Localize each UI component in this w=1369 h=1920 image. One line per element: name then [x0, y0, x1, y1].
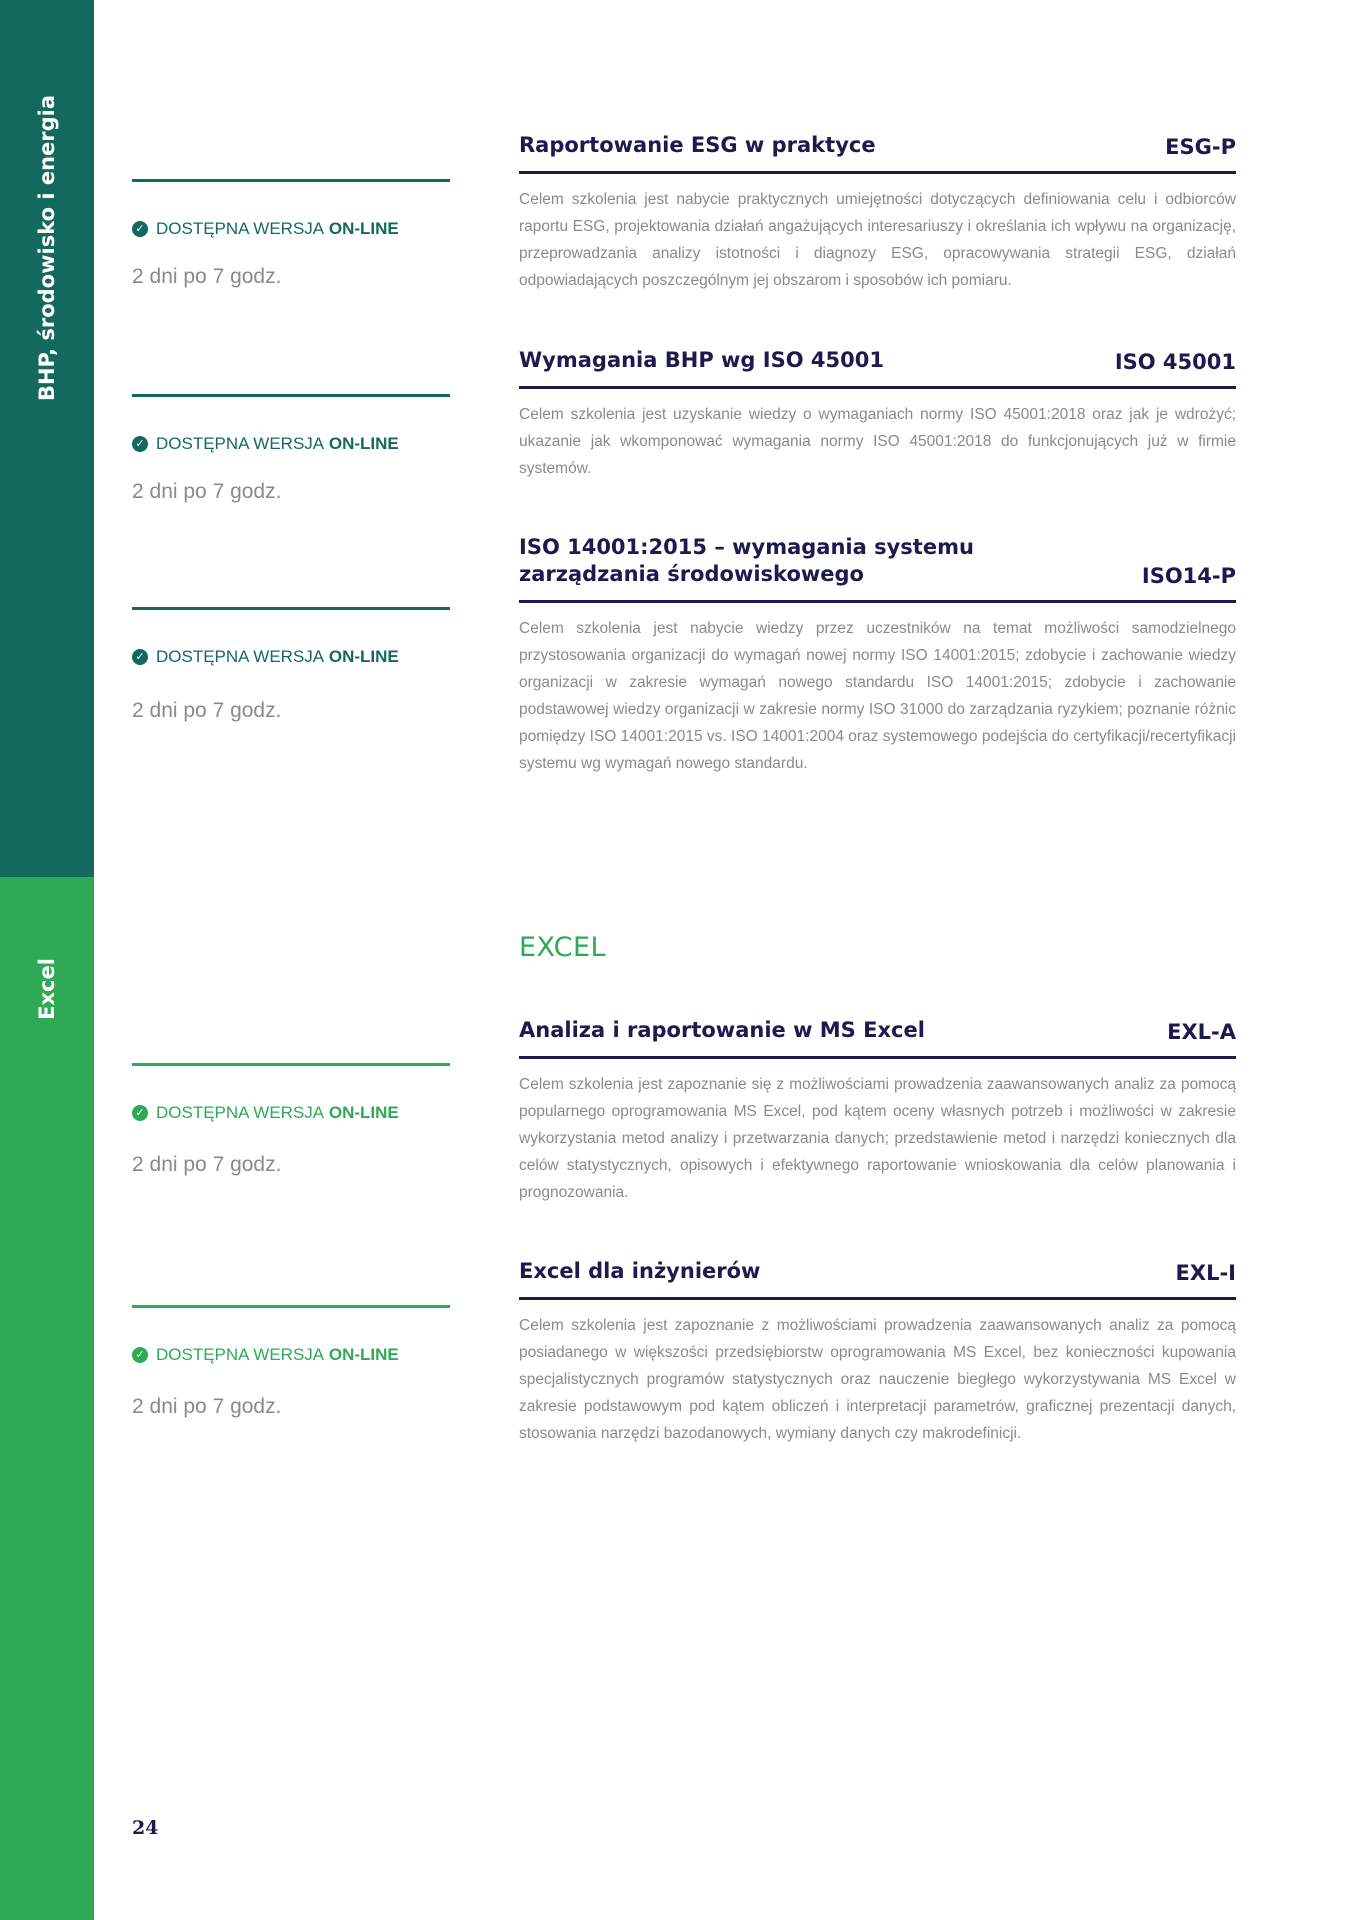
check-circle-icon: ✓	[132, 1347, 148, 1363]
course-divider	[519, 386, 1236, 389]
online-badge	[132, 1345, 399, 1365]
online-badge	[132, 647, 399, 667]
course-meta	[132, 1063, 450, 1176]
sidebar-band-bhp	[0, 0, 94, 877]
course-duration: 2 dni po 7 godz.	[132, 1153, 282, 1176]
course-description: Celem szkolenia jest uzyskanie wiedzy o wymaganiach normy ISO 45001:2018 oraz jak je wdrożyć; ukazanie jak wkomponować wymagania normy ISO 45001:2018 do funkcjonujących już w firmie systemów.	[519, 406, 1236, 477]
section-title-excel: EXCEL	[519, 932, 607, 963]
online-badge	[132, 219, 399, 239]
course-divider	[519, 600, 1236, 603]
course-code: ESG-P	[1165, 135, 1236, 159]
course-meta	[132, 179, 450, 288]
online-prefix: DOSTĘPNA WERSJA	[156, 219, 325, 238]
online-badge	[132, 1103, 399, 1123]
course-title: Analiza i raportowanie w MS Excel	[519, 1018, 925, 1042]
online-prefix: DOSTĘPNA WERSJA	[156, 647, 325, 666]
course-title: Excel dla inżynierów	[519, 1259, 761, 1283]
course-title: ISO 14001:2015 – wymagania systemu zarządzania środowiskowego	[519, 535, 974, 586]
online-badge	[132, 434, 399, 454]
online-prefix: DOSTĘPNA WERSJA	[156, 1103, 325, 1122]
online-prefix: DOSTĘPNA WERSJA	[156, 434, 325, 453]
course-block	[519, 1017, 1236, 1206]
course-divider	[519, 1297, 1236, 1300]
check-circle-icon: ✓	[132, 649, 148, 665]
course-block	[519, 132, 1236, 294]
meta-divider	[132, 1305, 450, 1308]
course-code: EXL-A	[1167, 1020, 1236, 1044]
course-code: EXL-I	[1175, 1261, 1236, 1285]
course-description: Celem szkolenia jest zapoznanie się z możliwościami prowadzenia zaawansowanych analiz za pomocą popularnego oprogramowania MS Excel, pod kątem oceny własnych potrzeb i możliwości w zakresie wykorzystania metod analizy i przetwarzania danych; przedstawienie metod i narzędzi koniecznych dla celów statystycznych, opisowych i efektywnego raportowanie wnioskowania dla celów planowania i prognozowania.	[519, 1076, 1236, 1201]
check-circle-icon: ✓	[132, 221, 148, 237]
course-title: Wymagania BHP wg ISO 45001	[519, 348, 884, 372]
course-title: Raportowanie ESG w praktyce	[519, 133, 876, 157]
course-description: Celem szkolenia jest zapoznanie z możliwościami prowadzenia zaawansowanych analiz za pomocą posiadanego w większości przedsiębiorstw oprogramowania MS Excel, bez konieczności kupowania specjalistycznych programów statystycznych oraz nauczenie biegłego wykorzystywania MS Excel w zakresie podstawowym pod kątem obliczeń i interpretacji parametrów, graficznej prezentacji danych, stosowania narzędzi bazodanowych, wymiany danych czy makrodefinicji.	[519, 1317, 1236, 1442]
check-circle-icon: ✓	[132, 436, 148, 452]
sidebar-band-excel	[0, 877, 94, 1920]
course-duration: 2 dni po 7 godz.	[132, 265, 282, 288]
sidebar-label-excel: Excel	[35, 958, 59, 1020]
online-bold: ON-LINE	[328, 219, 399, 238]
check-circle-icon: ✓	[132, 1105, 148, 1121]
meta-divider	[132, 1063, 450, 1066]
course-description: Celem szkolenia jest nabycie praktycznych umiejętności dotyczących definiowania celu i odbiorców raportu ESG, projektowania działań angażujących interesariuszy i określania ich wpływu na organizację, przeprowadzania analizy istotności i diagnozy ESG, opracowywania strategii ESG, działań odpowiadających poszczególnym jej obszarom i sposobów ich pomiaru.	[519, 191, 1236, 289]
meta-divider	[132, 394, 450, 397]
course-meta	[132, 394, 450, 503]
course-block	[519, 1258, 1236, 1447]
course-duration: 2 dni po 7 godz.	[132, 699, 282, 722]
course-duration: 2 dni po 7 godz.	[132, 1395, 282, 1418]
course-divider	[519, 171, 1236, 174]
online-bold: ON-LINE	[328, 647, 399, 666]
course-duration: 2 dni po 7 godz.	[132, 480, 282, 503]
course-block	[519, 534, 1236, 777]
meta-divider	[132, 607, 450, 610]
sidebar-label-bhp: BHP, środowisko i energia	[35, 94, 59, 402]
page-number: 24	[132, 1817, 159, 1839]
course-divider	[519, 1056, 1236, 1059]
online-bold: ON-LINE	[328, 1345, 399, 1364]
course-meta	[132, 607, 450, 722]
course-block	[519, 347, 1236, 482]
course-code: ISO14-P	[1141, 564, 1236, 588]
course-description: Celem szkolenia jest nabycie wiedzy przez uczestników na temat możliwości samodzielnego przystosowania organizacji do wymagań nowej normy ISO 14001:2015; zdobycie i zachowanie wiedzy organizacji w zakresie wymagań nowego standardu ISO 14001:2015; zdobycie i zachowanie podstawowej wiedzy organizacji w zakresie normy ISO 31000 do zarządzania ryzykiem; poznanie różnic pomiędzy ISO 14001:2015 vs. ISO 14001:2004 oraz systemowego podejścia do certyfikacji/recertyfikacji systemu wg wymagań nowego standardu.	[519, 620, 1236, 772]
course-meta	[132, 1305, 450, 1418]
course-code: ISO 45001	[1114, 350, 1236, 374]
online-bold: ON-LINE	[328, 434, 399, 453]
meta-divider	[132, 179, 450, 182]
online-bold: ON-LINE	[328, 1103, 399, 1122]
online-prefix: DOSTĘPNA WERSJA	[156, 1345, 325, 1364]
